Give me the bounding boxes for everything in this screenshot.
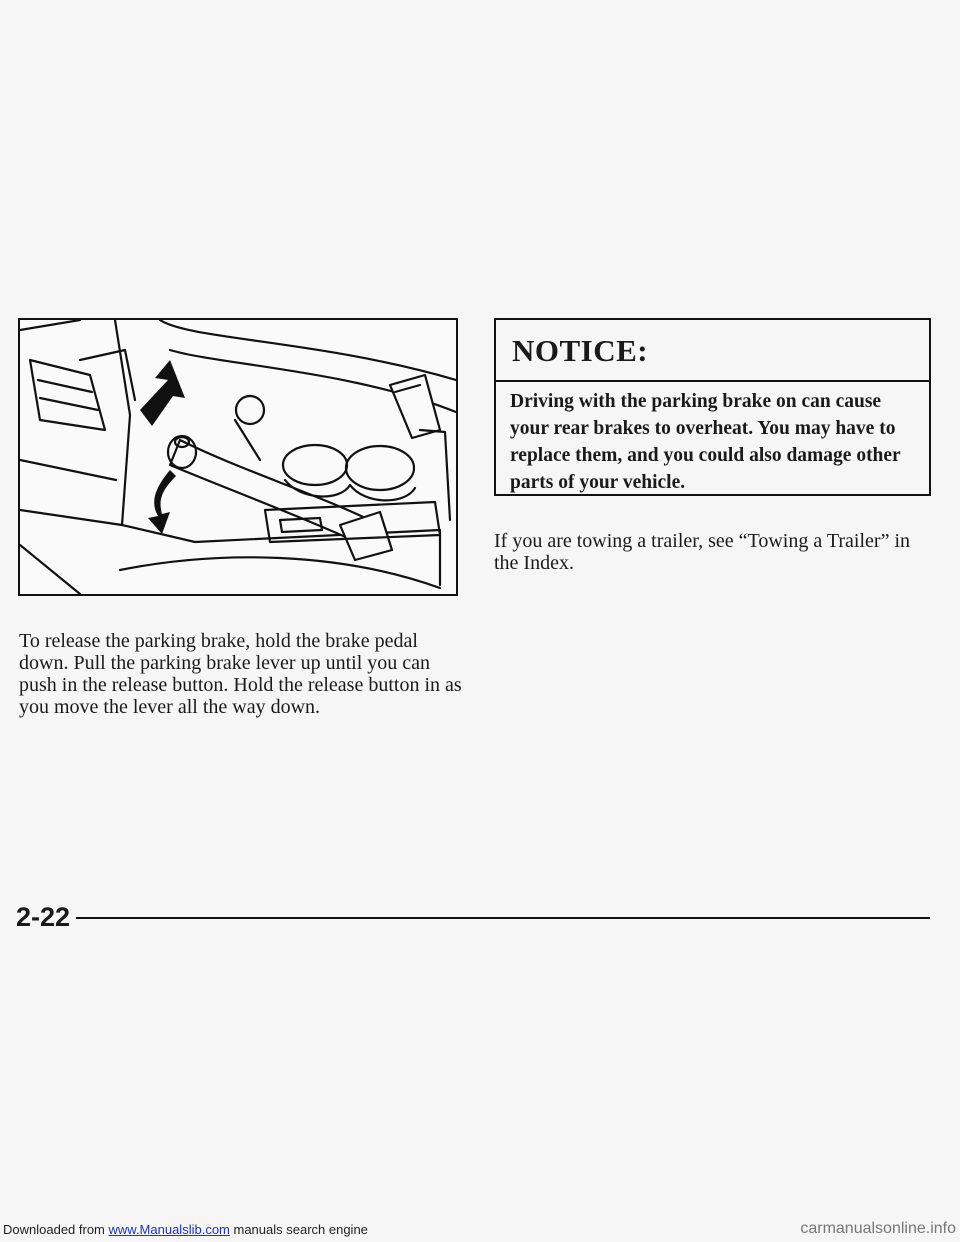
download-footer (3, 1222, 368, 1237)
notice-title-bar (496, 320, 929, 382)
page-number: 2-22 (16, 902, 71, 932)
footer-prefix: Downloaded from (3, 1222, 109, 1237)
notice-body: Driving with the parking brake on can cause your rear brakes to overheat. You may have to replace them, and you could also damage other parts of your vehicle. (510, 391, 901, 493)
towing-reference-paragraph: If you are towing a trailer, see “Towing a Trailer” in the Index. (494, 530, 910, 574)
release-instructions-paragraph: To release the parking brake, hold the brake pedal down. Pull the parking brake lever up until you can push in the release button. Hold the release button in as you move the lever all the way down. (19, 630, 462, 718)
page-rule (76, 917, 930, 919)
notice-box (494, 318, 931, 496)
footer-suffix: manuals search engine (229, 1222, 368, 1237)
manualslib-link[interactable]: www.Manualslib.com (108, 1222, 230, 1237)
parking-brake-illustration (18, 318, 458, 596)
parking-brake-lever-illustration (20, 320, 456, 594)
notice-title: NOTICE: (512, 333, 649, 368)
site-watermark: carmanualsonline.info (800, 1220, 956, 1237)
